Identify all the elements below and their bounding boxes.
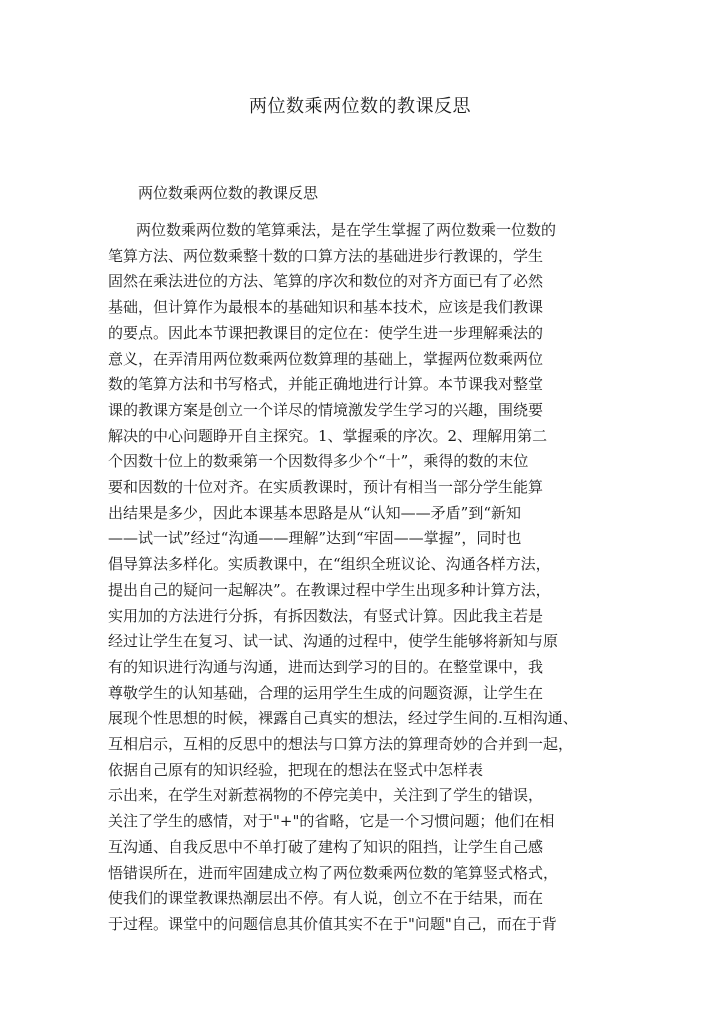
body-line: ——试一试”经过“沟通——理解”达到“牢固——掌握”，同时也	[108, 529, 522, 548]
body-line: 示出来，在学生对新惹祸物的不停完美中，关注到了学生的错误，	[108, 786, 544, 805]
body-line: 要和因数的十位对齐。在实质教课时，预计有相当一部分学生能算	[108, 478, 544, 496]
body-line: 提出自己的疑问一起解决”。在教课过程中学生出现多种计算方法，	[108, 580, 551, 599]
body-line: 悟错误所在，进而牢固建成立构了两位数乘两位数的笔算竖式格式，	[108, 863, 559, 882]
body-line: 课的教课方案是创立一个详尽的情境激发学生学习的兴趣，围绕要	[108, 400, 544, 419]
body-line: 展现个性思想的时候，裸露自己真实的想法，经过学生间的.互相沟通、	[108, 709, 578, 728]
body-line: 意义，在弄清用两位数乘两位数算理的基础上，掌握两位数乘两位	[108, 349, 544, 368]
body-line: 倡导算法多样化。实质教课中，在“组织全班议论、沟通各样方法，	[108, 555, 551, 574]
body-line: 的要点。因此本节课把教课目的定位在：使学生进一步理解乘法的	[108, 323, 544, 342]
body-line: 笔算方法、两位数乘整十数的口算方法的基础进步行教课的，学生	[108, 246, 544, 265]
body-line: 实用加的方法进行分拆，有拆因数法，有竖式计算。因此我主若是	[108, 606, 544, 625]
body-line: 数的笔算方法和书写格式，并能正确地进行计算。本节课我对整堂	[108, 375, 544, 394]
body-line: 个因数十位上的数乘第一个因数得多少个“十”，乘得的数的末位	[108, 452, 529, 471]
body-line: 两位数乘两位数的笔算乘法，是在学生掌握了两位数乘一位数的	[136, 221, 557, 239]
body-line: 依据自己原有的知识经验，把现在的想法在竖式中怎样表	[108, 760, 484, 779]
body-line: 关注了学生的感情，对于"+"的省略，它是一个习惯问题；他们在相	[108, 812, 555, 831]
body-line: 出结果是多少，因此本课基本思路是从“认知——矛盾”到“新知	[108, 503, 522, 522]
body-line: 尊敬学生的认知基础，合理的运用学生生成的问题资源，让学生在	[108, 683, 544, 702]
body-line: 基础，但计算作为最根本的基础知识和基本技术，应该是我们教课	[108, 298, 544, 317]
body-line: 解决的中心问题睁开自主探究。1、掌握乘的序次。2、理解用第二	[108, 426, 548, 445]
body-line: 经过让学生在复习、试一试、沟通的过程中，使学生能够将新知与原	[108, 632, 559, 651]
document-title: 两位数乘两位数的教课反思	[249, 96, 471, 117]
body-line: 有的知识进行沟通与沟通，进而达到学习的目的。在整堂课中，我	[108, 657, 544, 676]
body-line: 互沟通、自我反思中不单打破了建构了知识的阻挡，让学生自己感	[108, 837, 544, 856]
body-line: 互相启示，互相的反思中的想法与口算方法的算理奇妙的合并到一起，	[108, 735, 574, 753]
body-line: 于过程。课堂中的问题信息其价值其实不在于"问题"自己，而在于背	[108, 914, 557, 933]
document-subtitle: 两位数乘两位数的教课反思	[138, 184, 319, 202]
body-line: 固然在乘法进位的方法、笔算的序次和数位的对齐方面已有了必然	[108, 272, 544, 291]
body-line: 使我们的课堂教课热潮层出不停。有人说，创立不在于结果，而在	[108, 889, 544, 908]
